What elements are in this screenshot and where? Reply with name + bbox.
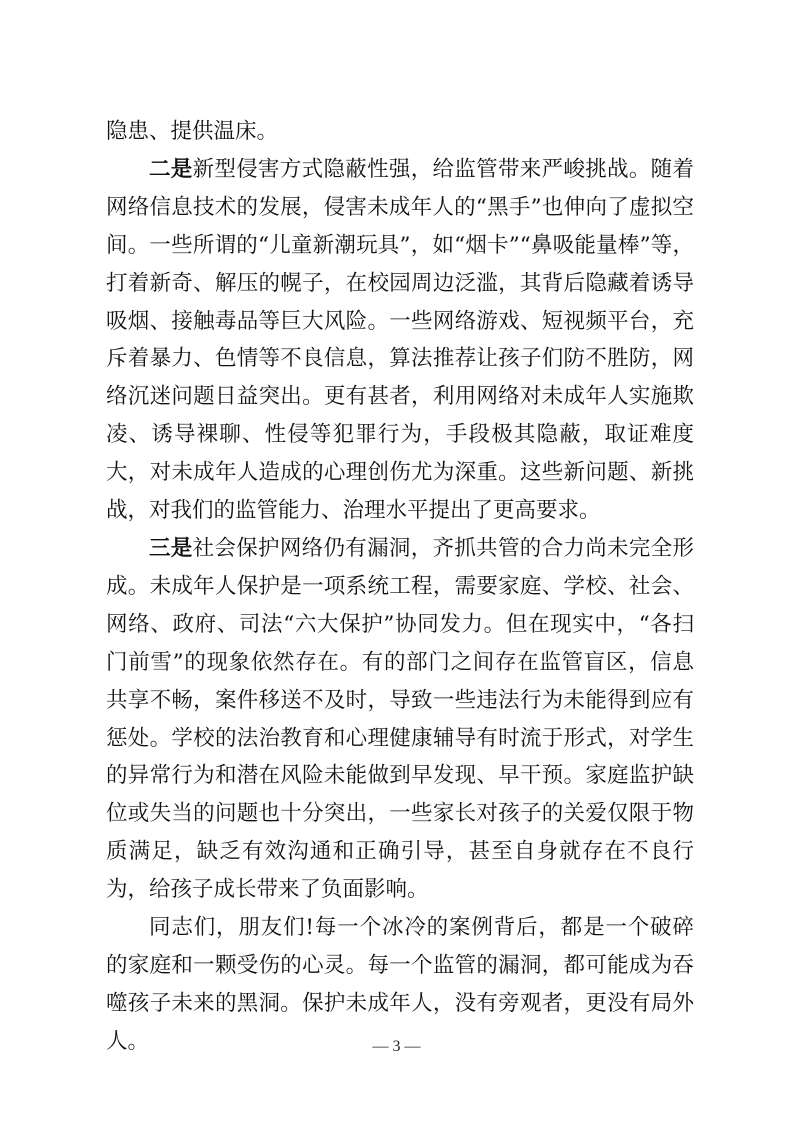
paragraph-4-text: 同志们，朋友们!每一个冰冷的案例背后，都是一个破碎的家庭和一颗受伤的心灵。每一个监管的漏洞，都可能成为吞噬孩子未来的黑洞。保护未成年人，没有旁观者，更没有局外人。 — [106, 915, 694, 1054]
paragraph-3-text: 社会保护网络仍有漏洞，齐抓共管的合力尚未完全形成。未成年人保护是一项系统工程，需要家庭、学校、社会、网络、政府、司法“六大保护”协同发力。但在现实中，“各扫门前雪”的现象依然存在。有的部门之间存在监管盲区，信息共享不畅，案件移送不及时，导致一些违法行为未能得到应有惩处。学校的法治教育和心理健康辅导有时流于形式，对学生的异常行为和潜在风险未能做到早发现、早干预。家庭监护缺位或失当的问题也十分突出，一些家长对孩子的关爱仅限于物质满足，缺乏有效沟通和正确引导，甚至自身就存在不良行为，给孩子成长带来了负面影响。 — [106, 535, 694, 903]
paragraph-3-lead: 三是 — [149, 535, 193, 561]
paragraph-2-lead: 二是 — [149, 156, 193, 182]
document-body — [106, 113, 694, 1061]
paragraph-1 — [106, 113, 694, 151]
paragraph-3 — [106, 530, 694, 909]
page-number: — 3 — — [372, 1038, 421, 1055]
paragraph-2-text: 新型侵害方式隐蔽性强，给监管带来严峻挑战。随着网络信息技术的发展，侵害未成年人的“黑手”也伸向了虚拟空间。一些所谓的“儿童新潮玩具”，如“烟卡”“鼻吸能量棒”等，打着新奇、解压的幌子，在校园周边泛滥，其背后隐藏着诱导吸烟、接触毒品等巨大风险。一些网络游戏、短视频平台，充斥着暴力、色情等不良信息，算法推荐让孩子们防不胜防，网络沉迷问题日益突出。更有甚者，利用网络对未成年人实施欺凌、诱导裸聊、性侵等犯罪行为，手段极其隐蔽，取证难度大，对未成年人造成的心理创伤尤为深重。这些新问题、新挑战，对我们的监管能力、治理水平提出了更高要求。 — [106, 156, 694, 524]
paragraph-2 — [106, 151, 694, 530]
paragraph-1-text: 隐患、提供温床。 — [106, 119, 279, 144]
